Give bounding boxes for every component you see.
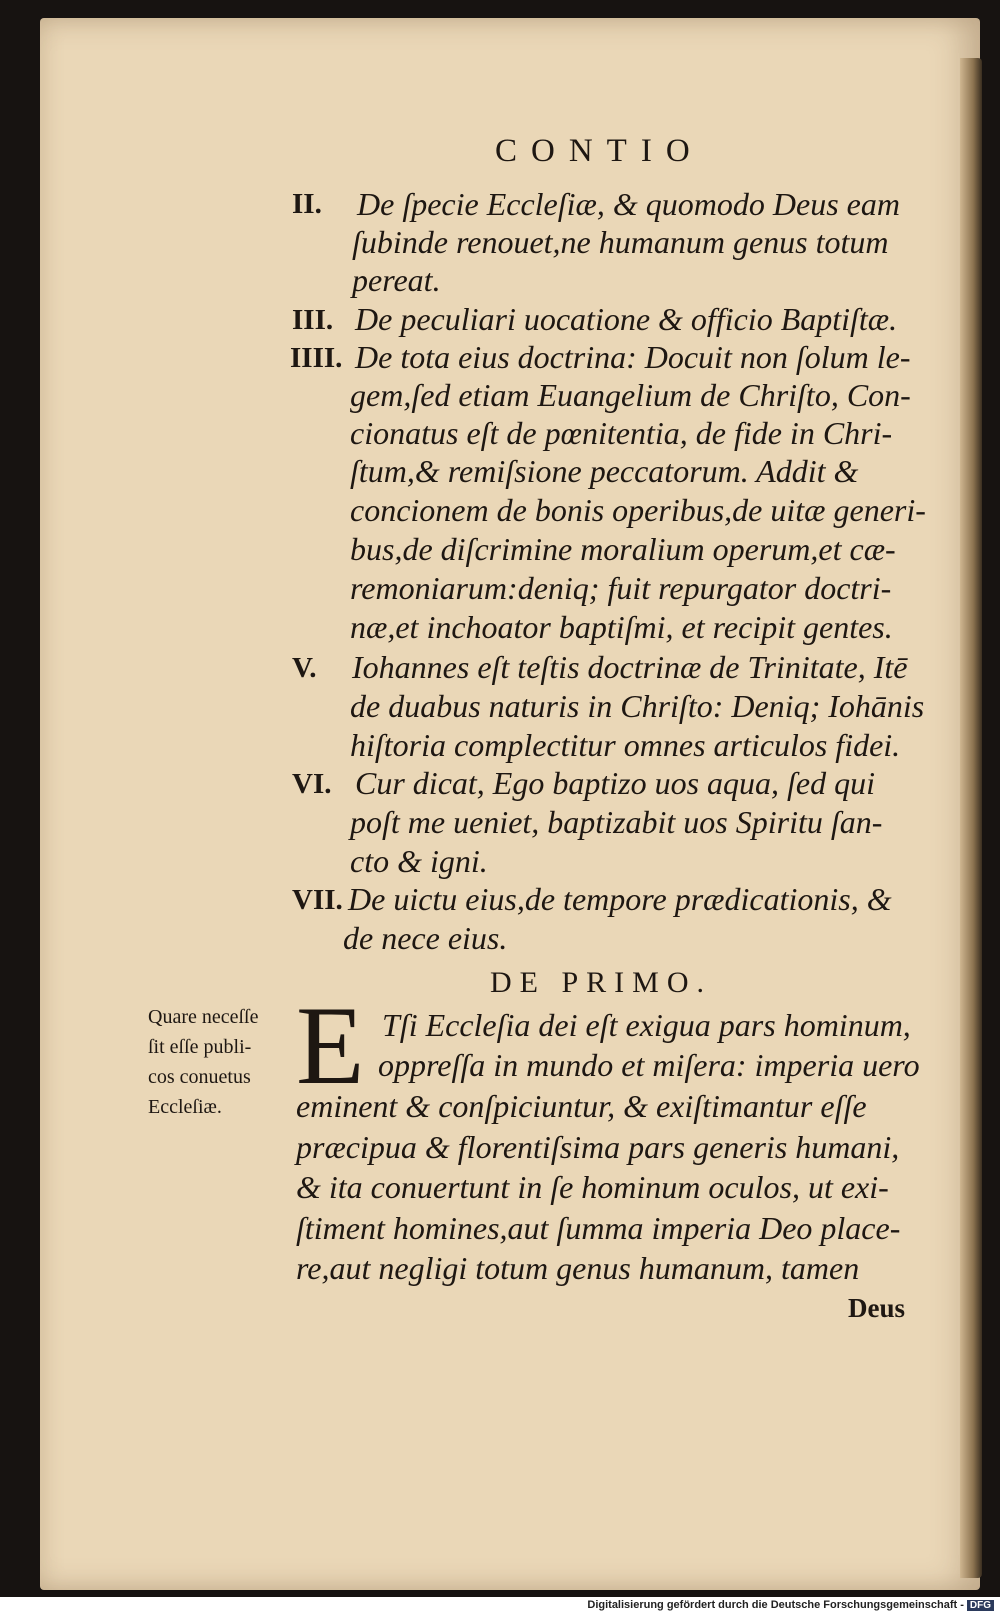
footer-credit	[587, 1599, 994, 1611]
item-line: hiſtoria complectitur omnes articulos fidei.	[350, 727, 901, 763]
item-line: cionatus eſt de pœnitentia, de fide in Chri-	[350, 415, 893, 451]
item-line: De peculiari uocatione & officio Baptiſtæ.	[355, 301, 898, 337]
item-number: VII.	[292, 884, 343, 916]
item-line: ſtum,& remiſsione peccatorum. Addit &	[350, 453, 859, 489]
body-line: præcipua & florentiſsima pars generis humani,	[296, 1129, 900, 1165]
item-number: II.	[292, 188, 322, 220]
item-line: pereat.	[352, 262, 441, 298]
item-number: III.	[292, 304, 334, 336]
footer-text: Digitalisierung gefördert durch die Deutsche Forschungsgemeinschaft -	[587, 1599, 964, 1611]
item-line: cto & igni.	[350, 843, 488, 879]
item-line: de nece eius.	[343, 920, 508, 956]
body-line: Tſi Eccleſia dei eſt exigua pars hominum,	[382, 1007, 911, 1043]
item-line: Cur dicat, Ego baptizo uos aqua, ſed qui	[355, 765, 875, 801]
body-line: oppreſſa in mundo et miſera: imperia uero	[378, 1047, 920, 1083]
margin-note-line: Eccleſiæ.	[148, 1096, 222, 1118]
item-line: remoniarum:deniq; fuit repurgator doctri-	[350, 570, 892, 606]
item-number: V.	[292, 652, 317, 684]
body-line: re,aut negligi totum genus humanum, tamen	[296, 1250, 860, 1286]
item-line: poſt me ueniet, baptizabit uos Spiritu ſan-	[350, 804, 883, 840]
page-heading: CONTIO	[495, 133, 704, 169]
catchword: Deus	[848, 1293, 906, 1323]
section-heading: DE PRIMO.	[490, 966, 713, 999]
body-line: eminent & conſpiciuntur, & exiſtimantur eſſe	[296, 1088, 867, 1124]
item-line: gem,ſed etiam Euangelium de Chriſto, Con-	[350, 377, 911, 413]
margin-note-line: cos conuetus	[148, 1066, 251, 1088]
item-number: IIII.	[290, 342, 343, 374]
item-line: næ,et inchoator baptiſmi, et recipit gentes.	[350, 609, 893, 645]
drop-capital: E	[296, 984, 365, 1108]
body-line: ſtiment homines,aut ſumma imperia Deo place-	[296, 1210, 901, 1246]
item-line: De uictu eius,de tempore prædicationis, &	[348, 881, 892, 917]
item-line: Iohannes eſt teſtis doctrinæ de Trinitate, Itē	[352, 649, 908, 685]
margin-note-line: Quare neceſſe	[148, 1006, 259, 1028]
item-line: ſubinde renouet,ne humanum genus totum	[352, 224, 889, 260]
item-line: de duabus naturis in Chriſto: Deniq; Iohānis	[350, 688, 925, 724]
body-line: & ita conuertunt in ſe hominum oculos, ut exi-	[296, 1169, 889, 1205]
dfg-logo: DFG	[967, 1600, 994, 1611]
item-line: concionem de bonis operibus,de uitæ generi-	[350, 492, 926, 528]
page-edge	[960, 58, 982, 1578]
margin-note-line: ſit eſſe publi-	[148, 1036, 252, 1058]
item-line: bus,de diſcrimine moralium operum,et cæ-	[350, 531, 896, 567]
item-line: De ſpecie Eccleſiæ, & quomodo Deus eam	[357, 186, 900, 222]
item-number: VI.	[292, 768, 332, 800]
item-line: De tota eius doctrina: Docuit non ſolum le-	[355, 339, 911, 375]
margin-note	[148, 1002, 298, 1122]
